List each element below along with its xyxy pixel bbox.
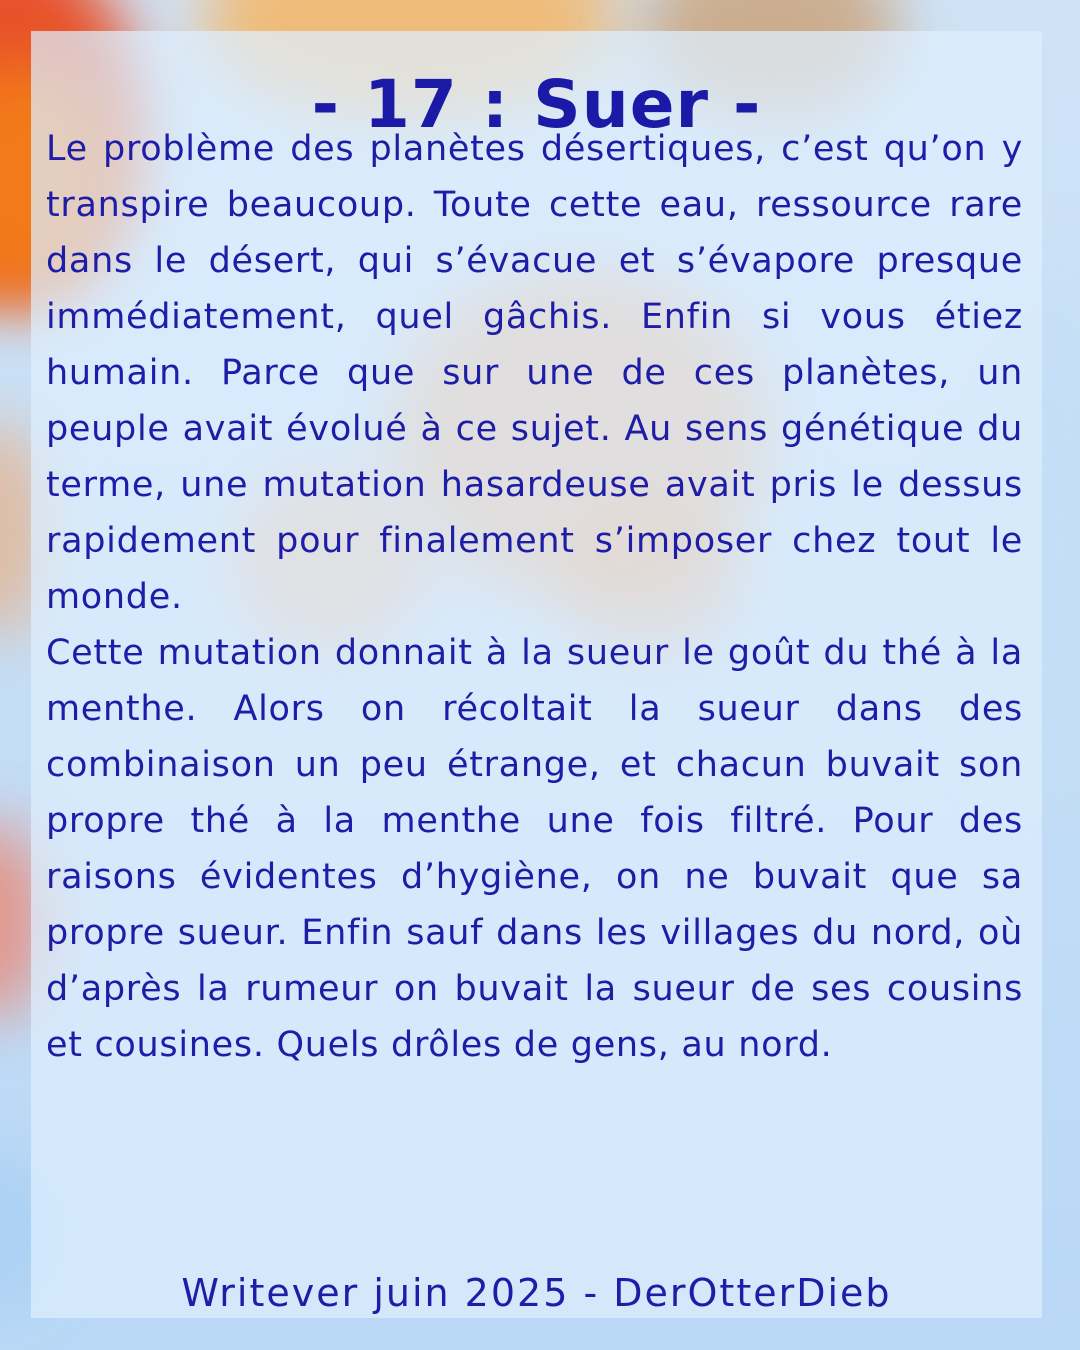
- footer-credit: Writever juin 2025 - DerOtterDieb: [181, 1271, 892, 1315]
- text-panel: [31, 31, 1042, 1318]
- story-text: [46, 121, 1023, 1073]
- story-paragraph-2: Cette mutation donnait à la sueur le goût du thé à la menthe. Alors on récoltait la sueur dans des combinaison un peu étrange, et chacun buvait son propre thé à la menthe une fois filtré. Pour des raisons évidentes d’hygiène, on ne buvait que sa propre sueur. Enfin sauf dans les villages du nord, où d’après la rumeur on buvait la sueur de ses cousins et cousines. Quels drôles de gens, au nord.: [46, 633, 1023, 1065]
- story-paragraph-1: Le problème des planètes désertiques, c’est qu’on y transpire beaucoup. Toute cette eau, ressource rare dans le désert, qui s’évacue et s’évapore presque immédiatement, quel gâchis. Enfin si vous étiez humain. Parce que sur une de ces planètes, un peuple avait évolué à ce sujet. Au sens génétique du terme, une mutation hasardeuse avait pris le dessus rapidement pour finalement s’imposer chez tout le monde.: [46, 129, 1023, 617]
- page-title: - 17 : Suer -: [311, 66, 762, 143]
